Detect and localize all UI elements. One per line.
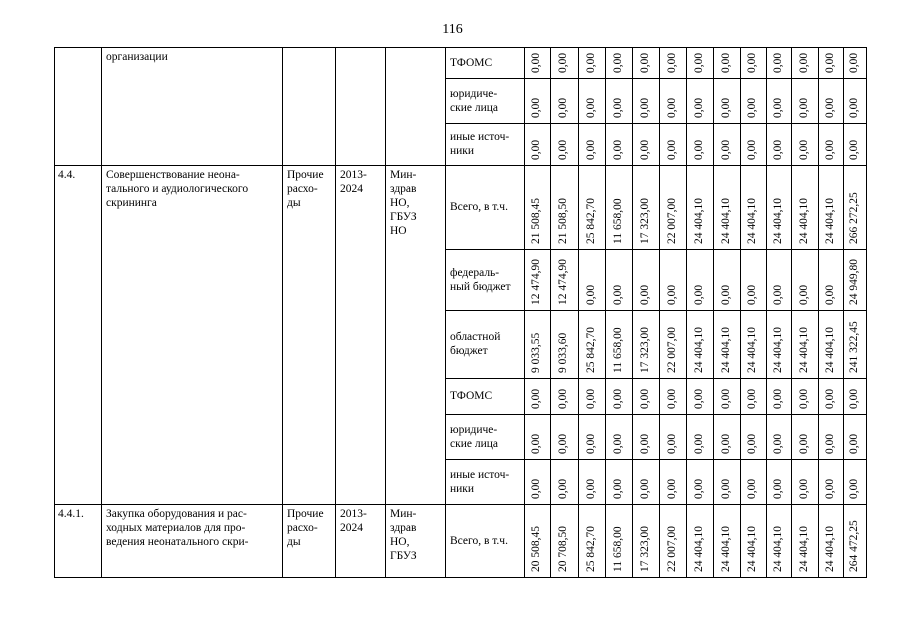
amount-cell: 0,00: [719, 478, 732, 499]
funding-source: федераль- ный бюджет: [450, 266, 511, 293]
amount-cell: 0,00: [797, 97, 810, 118]
row-rule: [445, 378, 867, 379]
amount-cell: 0,00: [638, 139, 651, 160]
table-vertical-rule: [659, 47, 660, 577]
implementation-period: 2013- 2024: [340, 169, 367, 195]
amount-cell: 25 842,70: [584, 526, 597, 572]
amount-cell: 0,00: [557, 388, 569, 409]
amount-cell: 0,00: [665, 97, 678, 118]
amount-cell: 266 272,25: [847, 192, 860, 244]
item-name: Совершенствование неона- тального и аудиологического скрининга: [106, 169, 249, 209]
amount-cell: 0,00: [692, 388, 705, 409]
funding-source: иные источ- ники: [450, 468, 510, 495]
amount-cell: 0,00: [719, 97, 732, 118]
amount-cell: 0,00: [847, 139, 860, 160]
amount-cell: 0,00: [584, 284, 597, 305]
table-top-rule: [54, 47, 867, 48]
table-vertical-rule: [605, 47, 606, 577]
table-vertical-rule: [843, 47, 844, 577]
amount-cell: 0,00: [665, 139, 678, 160]
table-vertical-rule: [578, 47, 579, 577]
amount-cell: 17 323,00: [638, 526, 651, 572]
row-rule: [445, 577, 867, 578]
amount-cell: 0,00: [771, 97, 784, 118]
amount-cell: 0,00: [692, 284, 705, 305]
amount-cell: 0,00: [611, 52, 624, 73]
amount-cell: 0,00: [530, 97, 542, 118]
amount-cell: 0,00: [797, 52, 810, 73]
amount-cell: 0,00: [665, 433, 678, 454]
amount-cell: 24 949,80: [847, 259, 860, 305]
funding-source: областной бюджет: [450, 331, 501, 357]
table-vertical-rule: [385, 47, 386, 577]
amount-cell: 0,00: [557, 478, 569, 499]
amount-cell: 0,00: [638, 433, 651, 454]
amount-cell: 0,00: [584, 478, 597, 499]
table-vertical-rule: [445, 47, 446, 577]
row-rule: [445, 310, 867, 311]
funding-source: иные источ- ники: [450, 131, 510, 157]
amount-cell: 0,00: [797, 139, 810, 160]
amount-cell: 0,00: [746, 284, 758, 305]
amount-cell: 25 842,70: [584, 327, 597, 373]
amount-cell: 24 404,10: [746, 327, 758, 373]
implementation-period: 2013- 2024: [340, 508, 367, 534]
amount-cell: 9 033,60: [557, 332, 569, 373]
amount-cell: 0,00: [530, 388, 542, 409]
amount-cell: 25 842,70: [584, 198, 597, 244]
amount-cell: 0,00: [611, 97, 624, 118]
row-rule: [445, 78, 867, 79]
table-vertical-rule: [740, 47, 741, 577]
amount-cell: 0,00: [771, 388, 784, 409]
amount-cell: 0,00: [771, 52, 784, 73]
amount-cell: 21 508,50: [557, 198, 569, 244]
amount-cell: 0,00: [719, 388, 732, 409]
funding-source: Всего, в т.ч.: [450, 201, 508, 213]
amount-cell: 24 404,10: [719, 327, 732, 373]
table-vertical-rule: [818, 47, 819, 577]
amount-cell: 0,00: [665, 52, 678, 73]
amount-cell: 0,00: [847, 97, 860, 118]
amount-cell: 11 658,00: [611, 327, 624, 373]
amount-cell: 17 323,00: [638, 327, 651, 373]
amount-cell: 24 404,10: [771, 526, 784, 572]
amount-cell: 0,00: [638, 478, 651, 499]
amount-cell: 22 007,00: [665, 526, 678, 572]
amount-cell: 24 404,10: [771, 327, 784, 373]
amount-cell: 0,00: [611, 478, 624, 499]
amount-cell: 0,00: [557, 433, 569, 454]
amount-cell: 0,00: [847, 433, 860, 454]
amount-cell: 0,00: [692, 52, 705, 73]
amount-cell: 0,00: [611, 284, 624, 305]
amount-cell: 0,00: [847, 388, 860, 409]
amount-cell: 24 404,10: [823, 327, 836, 373]
amount-cell: 12 474,90: [530, 259, 542, 305]
amount-cell: 0,00: [746, 433, 758, 454]
amount-cell: 0,00: [692, 139, 705, 160]
amount-cell: 0,00: [638, 388, 651, 409]
amount-cell: 0,00: [797, 433, 810, 454]
section-rule: [54, 165, 867, 166]
amount-cell: 0,00: [638, 284, 651, 305]
amount-cell: 0,00: [719, 52, 732, 73]
table-vertical-rule: [54, 47, 55, 577]
row-rule: [445, 123, 867, 124]
amount-cell: 0,00: [638, 97, 651, 118]
amount-cell: 24 404,10: [797, 327, 810, 373]
amount-cell: 0,00: [847, 478, 860, 499]
item-name: Закупка оборудования и рас- ходных материалов для про- ведения неонатального скри-: [106, 508, 249, 548]
amount-cell: 0,00: [719, 284, 732, 305]
amount-cell: 0,00: [823, 97, 836, 118]
item-number: 4.4.: [58, 169, 76, 181]
row-rule: [445, 249, 867, 250]
amount-cell: 0,00: [771, 433, 784, 454]
amount-cell: 0,00: [823, 284, 836, 305]
amount-cell: 0,00: [557, 97, 569, 118]
amount-cell: 0,00: [530, 139, 542, 160]
amount-cell: 24 404,10: [692, 198, 705, 244]
amount-cell: 0,00: [530, 478, 542, 499]
amount-cell: 0,00: [611, 433, 624, 454]
amount-cell: 0,00: [557, 52, 569, 73]
table-vertical-rule: [282, 47, 283, 577]
amount-cell: 0,00: [771, 139, 784, 160]
amount-cell: 0,00: [771, 284, 784, 305]
amount-cell: 17 323,00: [638, 198, 651, 244]
amount-cell: 0,00: [746, 478, 758, 499]
amount-cell: 0,00: [797, 284, 810, 305]
row-rule: [445, 414, 867, 415]
amount-cell: 0,00: [584, 97, 597, 118]
table-vertical-rule: [101, 47, 102, 577]
amount-cell: 0,00: [692, 97, 705, 118]
amount-cell: 20 508,45: [530, 526, 542, 572]
amount-cell: 0,00: [823, 388, 836, 409]
funding-source: юридиче- ские лица: [450, 87, 498, 114]
amount-cell: 0,00: [692, 433, 705, 454]
amount-cell: 22 007,00: [665, 198, 678, 244]
amount-cell: 0,00: [746, 52, 758, 73]
amount-cell: 0,00: [584, 52, 597, 73]
amount-cell: 21 508,45: [530, 198, 542, 244]
amount-cell: 24 404,10: [771, 198, 784, 244]
amount-cell: 24 404,10: [797, 526, 810, 572]
amount-cell: 0,00: [797, 388, 810, 409]
amount-cell: 24 404,10: [746, 526, 758, 572]
amount-cell: 11 658,00: [611, 198, 624, 244]
amount-cell: 0,00: [692, 478, 705, 499]
amount-cell: 0,00: [638, 52, 651, 73]
funding-source: ТФОМС: [450, 390, 493, 402]
amount-cell: 24 404,10: [692, 526, 705, 572]
amount-cell: 22 007,00: [665, 327, 678, 373]
funding-source: ТФОМС: [450, 56, 493, 69]
amount-cell: 0,00: [665, 388, 678, 409]
funding-source: Всего, в т.ч.: [450, 534, 508, 547]
executor: Мин- здрав НО, ГБУЗ НО: [390, 169, 417, 237]
amount-cell: 0,00: [584, 139, 597, 160]
page-number: 116: [442, 22, 463, 37]
amount-cell: 0,00: [530, 433, 542, 454]
table-vertical-rule: [335, 47, 336, 577]
amount-cell: 0,00: [584, 388, 597, 409]
table-vertical-rule: [524, 47, 525, 577]
amount-cell: 0,00: [746, 97, 758, 118]
amount-cell: 20 708,50: [557, 526, 569, 572]
amount-cell: 0,00: [823, 478, 836, 499]
amount-cell: 0,00: [771, 478, 784, 499]
amount-cell: 0,00: [746, 139, 758, 160]
item-number: 4.4.1.: [58, 508, 84, 520]
expense-type: Прочие расхо- ды: [287, 508, 324, 548]
table-vertical-rule: [713, 47, 714, 577]
amount-cell: 24 404,10: [797, 198, 810, 244]
funding-source: юридиче- ские лица: [450, 423, 498, 450]
section-rule: [54, 504, 867, 505]
amount-cell: 0,00: [584, 433, 597, 454]
amount-cell: 0,00: [797, 478, 810, 499]
amount-cell: 24 404,10: [823, 198, 836, 244]
amount-cell: 24 404,10: [719, 526, 732, 572]
amount-cell: 241 322,45: [847, 321, 860, 373]
expense-type: Прочие расхо- ды: [287, 169, 324, 209]
amount-cell: 0,00: [530, 52, 542, 73]
amount-cell: 264 472,25: [847, 520, 860, 572]
amount-cell: 0,00: [823, 433, 836, 454]
table-vertical-rule: [766, 47, 767, 577]
amount-cell: 24 404,10: [823, 526, 836, 572]
amount-cell: 0,00: [746, 388, 758, 409]
amount-cell: 12 474,90: [557, 259, 569, 305]
amount-cell: 0,00: [847, 52, 860, 73]
amount-cell: 0,00: [557, 139, 569, 160]
amount-cell: 24 404,10: [719, 198, 732, 244]
executor: Мин- здрав НО, ГБУЗ: [390, 508, 417, 562]
amount-cell: 0,00: [665, 478, 678, 499]
amount-cell: 0,00: [719, 139, 732, 160]
amount-cell: 11 658,00: [611, 526, 624, 572]
amount-cell: 0,00: [719, 433, 732, 454]
item-name: организации: [106, 51, 168, 63]
amount-cell: 24 404,10: [692, 327, 705, 373]
table-vertical-rule: [686, 47, 687, 577]
table-vertical-rule: [791, 47, 792, 577]
table-vertical-rule: [632, 47, 633, 577]
amount-cell: 0,00: [611, 139, 624, 160]
table-vertical-rule: [866, 47, 867, 577]
row-rule: [445, 459, 867, 460]
amount-cell: 0,00: [823, 139, 836, 160]
amount-cell: 0,00: [665, 284, 678, 305]
amount-cell: 9 033,55: [530, 332, 542, 373]
amount-cell: 0,00: [823, 52, 836, 73]
table-vertical-rule: [550, 47, 551, 577]
amount-cell: 0,00: [611, 388, 624, 409]
amount-cell: 24 404,10: [746, 198, 758, 244]
